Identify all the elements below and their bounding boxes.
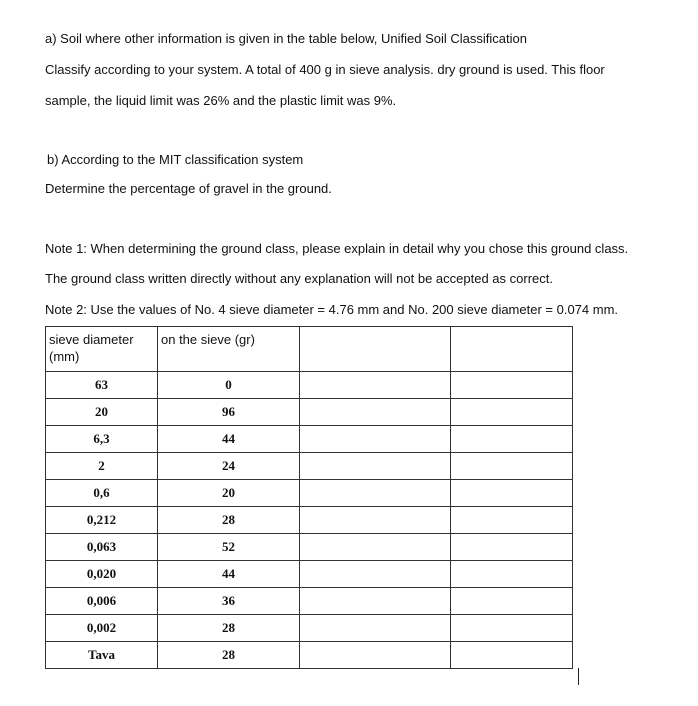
sieve-mass-cell: 24	[158, 453, 300, 480]
sieve-mass-cell: 28	[158, 642, 300, 669]
text-cursor	[578, 668, 579, 685]
empty-cell	[451, 480, 573, 507]
empty-cell	[451, 453, 573, 480]
sieve-diameter-cell: 6,3	[46, 426, 158, 453]
sieve-mass-cell: 96	[158, 399, 300, 426]
table-row	[46, 453, 573, 480]
header-on-the-sieve: on the sieve (gr)	[158, 327, 300, 372]
empty-cell	[451, 372, 573, 399]
empty-header-cell	[300, 327, 451, 372]
empty-cell	[451, 534, 573, 561]
table-row	[46, 507, 573, 534]
sieve-diameter-cell: Tava	[46, 642, 158, 669]
empty-cell	[300, 534, 451, 561]
sieve-diameter-cell: 0,6	[46, 480, 158, 507]
sieve-diameter-cell: 0,006	[46, 588, 158, 615]
sieve-diameter-cell: 63	[46, 372, 158, 399]
table-row	[46, 399, 573, 426]
part-a-line-2: Classify according to your system. A total of 400 g in sieve analysis. dry ground is used. This floor	[45, 62, 605, 77]
empty-cell	[451, 399, 573, 426]
sieve-mass-cell: 44	[158, 561, 300, 588]
note-1-line-2: The ground class written directly without any explanation will not be accepted as correct.	[45, 271, 553, 286]
empty-cell	[300, 588, 451, 615]
header-sieve-diameter: sieve diameter (mm)	[46, 327, 158, 372]
sieve-mass-cell: 36	[158, 588, 300, 615]
sieve-mass-cell: 44	[158, 426, 300, 453]
sieve-diameter-cell: 0,212	[46, 507, 158, 534]
empty-cell	[451, 507, 573, 534]
empty-cell	[300, 426, 451, 453]
sieve-mass-cell: 28	[158, 507, 300, 534]
part-b-line-1: b) According to the MIT classification system	[47, 152, 304, 167]
note-2: Note 2: Use the values of No. 4 sieve diameter = 4.76 mm and No. 200 sieve diameter = 0.074 mm.	[45, 302, 619, 317]
part-a-line-1: a) Soil where other information is given in the table below, Unified Soil Classification	[45, 31, 527, 46]
empty-cell	[300, 615, 451, 642]
part-b-line-2: Determine the percentage of gravel in the ground.	[45, 181, 332, 196]
part-a-line-3: sample, the liquid limit was 26% and the plastic limit was 9%.	[45, 93, 397, 108]
empty-cell	[451, 588, 573, 615]
empty-cell	[300, 399, 451, 426]
empty-cell	[451, 615, 573, 642]
sieve-diameter-cell: 20	[46, 399, 158, 426]
sieve-mass-cell: 28	[158, 615, 300, 642]
empty-cell	[451, 642, 573, 669]
table-row	[46, 642, 573, 669]
note-1-line-1: Note 1: When determining the ground class, please explain in detail why you chose this ground class.	[45, 241, 629, 256]
empty-cell	[300, 561, 451, 588]
empty-cell	[300, 372, 451, 399]
empty-cell	[451, 561, 573, 588]
sieve-diameter-cell: 0,063	[46, 534, 158, 561]
table-row	[46, 480, 573, 507]
sieve-diameter-cell: 0,020	[46, 561, 158, 588]
empty-cell	[451, 426, 573, 453]
sieve-mass-cell: 20	[158, 480, 300, 507]
sieve-mass-cell: 0	[158, 372, 300, 399]
table-row	[46, 372, 573, 399]
table-row	[46, 534, 573, 561]
table-row	[46, 561, 573, 588]
empty-cell	[300, 642, 451, 669]
table-header-row	[46, 327, 573, 372]
empty-cell	[300, 480, 451, 507]
empty-cell	[300, 507, 451, 534]
table-row	[46, 588, 573, 615]
table-row	[46, 615, 573, 642]
sieve-table	[45, 326, 573, 669]
table-row	[46, 426, 573, 453]
empty-cell	[300, 453, 451, 480]
sieve-mass-cell: 52	[158, 534, 300, 561]
sieve-diameter-cell: 0,002	[46, 615, 158, 642]
empty-header-cell	[451, 327, 573, 372]
sieve-diameter-cell: 2	[46, 453, 158, 480]
